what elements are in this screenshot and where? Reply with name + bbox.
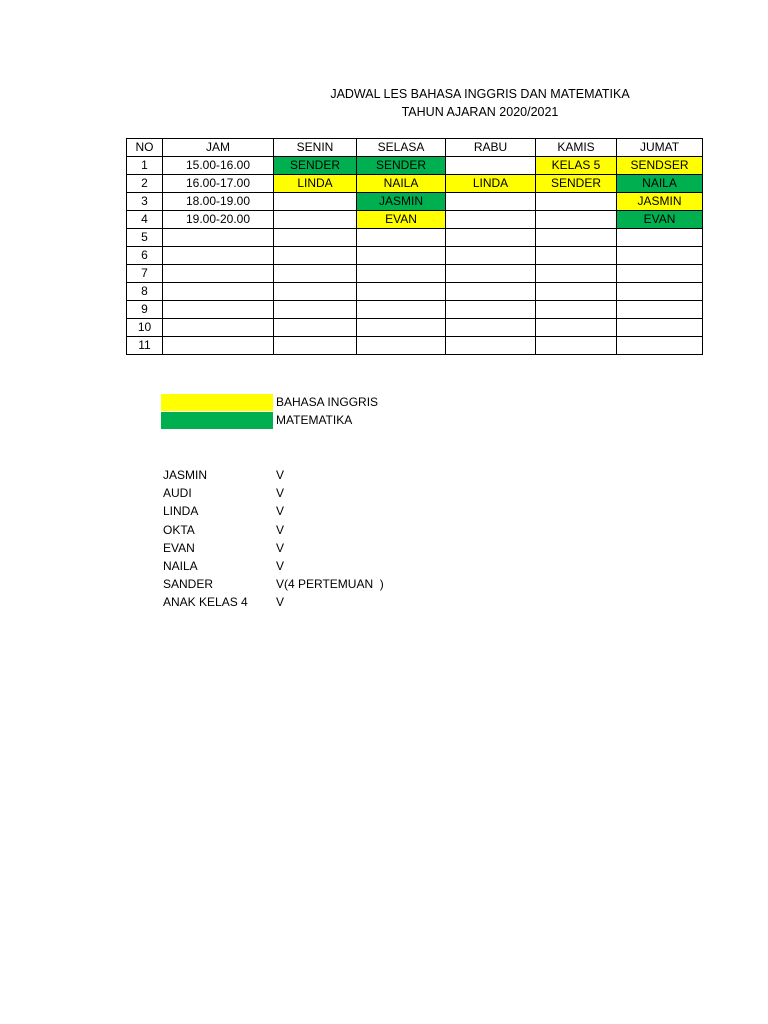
student-name: AUDI xyxy=(163,486,192,501)
time-cell: 18.00-19.00 xyxy=(163,193,274,211)
schedule-cell xyxy=(617,301,703,319)
header-selasa: SELASA xyxy=(357,139,446,157)
table-header-row xyxy=(127,139,703,157)
schedule-table xyxy=(126,138,703,355)
schedule-cell xyxy=(446,337,536,355)
schedule-cell xyxy=(357,301,446,319)
legend-swatch-matematika xyxy=(161,412,273,429)
schedule-cell: SENDER xyxy=(357,157,446,175)
table-row xyxy=(127,175,703,193)
schedule-cell xyxy=(536,193,617,211)
schedule-cell xyxy=(446,157,536,175)
schedule-cell xyxy=(617,247,703,265)
row-number-cell: 5 xyxy=(127,229,163,247)
schedule-cell xyxy=(274,301,357,319)
time-cell xyxy=(163,319,274,337)
schedule-cell xyxy=(536,319,617,337)
student-mark: V(4 PERTEMUAN ) xyxy=(276,577,384,592)
schedule-cell xyxy=(357,337,446,355)
time-cell xyxy=(163,247,274,265)
table-row xyxy=(127,319,703,337)
row-number-cell: 9 xyxy=(127,301,163,319)
table-row xyxy=(127,301,703,319)
table-row xyxy=(127,193,703,211)
schedule-cell xyxy=(446,193,536,211)
schedule-cell: SENDER xyxy=(274,157,357,175)
student-name: OKTA xyxy=(163,522,195,537)
schedule-cell xyxy=(357,319,446,337)
schedule-cell xyxy=(357,265,446,283)
student-mark: V xyxy=(276,595,285,610)
time-cell xyxy=(163,229,274,247)
table-row xyxy=(127,337,703,355)
student-name: EVAN xyxy=(163,540,195,555)
schedule-cell: LINDA xyxy=(446,175,536,193)
schedule-cell xyxy=(274,319,357,337)
schedule-cell: JASMIN xyxy=(357,193,446,211)
time-cell: 19.00-20.00 xyxy=(163,211,274,229)
schedule-cell xyxy=(274,229,357,247)
row-number-cell: 6 xyxy=(127,247,163,265)
schedule-cell xyxy=(617,265,703,283)
row-number-cell: 8 xyxy=(127,283,163,301)
row-number-cell: 10 xyxy=(127,319,163,337)
header-kamis: KAMIS xyxy=(536,139,617,157)
schedule-cell: SENDER xyxy=(536,175,617,193)
row-number-cell: 4 xyxy=(127,211,163,229)
legend-label-bahasa-inggris: BAHASA INGGRIS xyxy=(276,395,379,409)
header-senin: SENIN xyxy=(274,139,357,157)
schedule-cell xyxy=(274,247,357,265)
header-jam: JAM xyxy=(163,139,274,157)
legend-swatch-bahasa-inggris xyxy=(161,394,273,411)
schedule-cell xyxy=(536,229,617,247)
schedule-cell xyxy=(357,229,446,247)
schedule-cell xyxy=(357,283,446,301)
document-title: JADWAL LES BAHASA INGGRIS DAN MATEMATIKA xyxy=(330,87,630,101)
schedule-cell xyxy=(274,193,357,211)
table-row xyxy=(127,211,703,229)
schedule-cell xyxy=(536,247,617,265)
table-row xyxy=(127,283,703,301)
schedule-cell: SENDSER xyxy=(617,157,703,175)
schedule-cell xyxy=(617,319,703,337)
schedule-cell: JASMIN xyxy=(617,193,703,211)
schedule-cell xyxy=(446,283,536,301)
row-number-cell: 1 xyxy=(127,157,163,175)
student-mark: V xyxy=(276,486,285,501)
table-row xyxy=(127,265,703,283)
header-rabu: RABU xyxy=(446,139,536,157)
student-name: LINDA xyxy=(163,504,199,519)
time-cell xyxy=(163,283,274,301)
header-no: NO xyxy=(127,139,163,157)
schedule-cell xyxy=(536,337,617,355)
time-cell: 16.00-17.00 xyxy=(163,175,274,193)
schedule-cell xyxy=(536,283,617,301)
student-name: NAILA xyxy=(163,559,198,573)
schedule-cell xyxy=(617,337,703,355)
schedule-cell xyxy=(536,211,617,229)
row-number-cell: 7 xyxy=(127,265,163,283)
schedule-cell xyxy=(446,229,536,247)
row-number-cell: 3 xyxy=(127,193,163,211)
time-cell xyxy=(163,301,274,319)
table-row xyxy=(127,229,703,247)
schedule-cell xyxy=(357,247,446,265)
table-row xyxy=(127,247,703,265)
schedule-cell xyxy=(274,337,357,355)
student-mark: V xyxy=(276,504,285,519)
schedule-cell xyxy=(274,265,357,283)
schedule-cell: NAILA xyxy=(617,175,703,193)
student-mark: V xyxy=(276,468,285,482)
schedule-cell xyxy=(446,211,536,229)
header-jumat: JUMAT xyxy=(617,139,703,157)
time-cell xyxy=(163,265,274,283)
schedule-cell xyxy=(446,265,536,283)
student-name: SANDER xyxy=(163,577,214,592)
schedule-cell xyxy=(617,229,703,247)
row-number-cell: 11 xyxy=(127,337,163,355)
schedule-cell xyxy=(274,283,357,301)
student-name: JASMIN xyxy=(163,468,208,482)
time-cell xyxy=(163,337,274,355)
student-mark: V xyxy=(276,559,285,573)
schedule-cell: EVAN xyxy=(357,211,446,229)
document-subtitle: TAHUN AJARAN 2020/2021 xyxy=(401,105,559,119)
schedule-cell xyxy=(536,301,617,319)
schedule-cell xyxy=(536,265,617,283)
schedule-cell: LINDA xyxy=(274,175,357,193)
student-name: ANAK KELAS 4 xyxy=(163,595,248,610)
row-number-cell: 2 xyxy=(127,175,163,193)
schedule-cell: KELAS 5 xyxy=(536,157,617,175)
schedule-cell xyxy=(274,211,357,229)
schedule-cell: EVAN xyxy=(617,211,703,229)
schedule-cell: NAILA xyxy=(357,175,446,193)
schedule-cell xyxy=(446,247,536,265)
schedule-cell xyxy=(446,319,536,337)
student-mark: V xyxy=(276,540,285,555)
time-cell: 15.00-16.00 xyxy=(163,157,274,175)
table-row xyxy=(127,157,703,175)
student-mark: V xyxy=(276,522,285,537)
schedule-cell xyxy=(446,301,536,319)
schedule-cell xyxy=(617,283,703,301)
legend-label-matematika: MATEMATIKA xyxy=(276,413,353,427)
